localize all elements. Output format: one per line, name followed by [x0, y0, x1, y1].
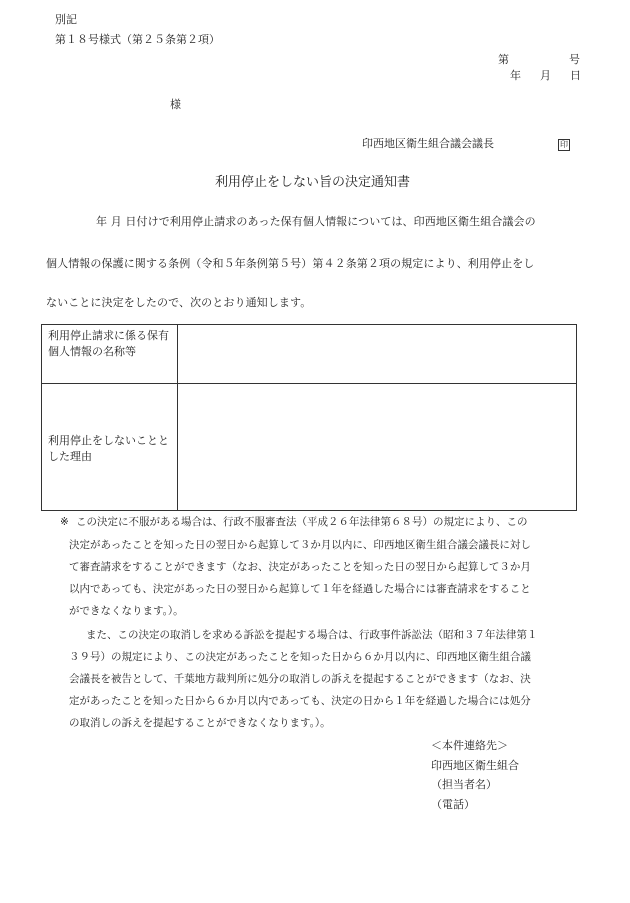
- contact-person: （担当者名）: [431, 778, 497, 791]
- table-value-reason: [178, 384, 577, 511]
- date-year: 年: [510, 69, 521, 82]
- document-title: 利用停止をしない旨の決定通知書: [215, 175, 411, 190]
- note-paragraph-2-line: 定があったことを知った日から６か月以内であっても、決定の日から１年を経過した場合には処分: [69, 695, 531, 707]
- recipient-honorific: 様: [170, 98, 181, 111]
- note-paragraph-2-line: 会議長を被告として、千葉地方裁判所に処分の取消しの訴えを提起することができます（なお、決: [69, 673, 531, 685]
- table-row: [42, 384, 577, 511]
- note-paragraph-1-line: ができなくなります。）。: [69, 605, 184, 617]
- seal-icon: 印: [560, 140, 568, 149]
- date-day: 日: [570, 69, 581, 82]
- body-line-1: 年 月 日付けで利用停止請求のあった保有個人情報については、印西地区衛生組合議会の: [96, 215, 536, 228]
- table-value-info-name: [178, 325, 577, 384]
- doc-number-suffix: 号: [569, 53, 580, 66]
- table-label-info-name: 利用停止請求に係る保有個人情報の名称等: [42, 325, 178, 384]
- date-month: 月: [540, 69, 551, 82]
- table-label-reason: 利用停止をしないこととした理由: [42, 384, 178, 511]
- form-number: 第１８号様式（第２５条第２項）: [55, 33, 220, 46]
- contact-heading: ＜本件連絡先＞: [431, 739, 508, 752]
- contact-phone: （電話）: [431, 798, 475, 811]
- body-line-3: ないことに決定をしたので、次のとおり通知します。: [46, 296, 312, 309]
- note-paragraph-1-line: 決定があったことを知った日の翌日から起算して３か月以内に、印西地区衛生組合議会議長に対し: [69, 539, 531, 551]
- note-mark: ※: [60, 516, 69, 528]
- note-paragraph-1-line: て審査請求をすることができます（なお、決定があったことを知った日の翌日から起算して３か月: [69, 561, 531, 573]
- body-line-2: 個人情報の保護に関する条例（令和５年条例第５号）第４２条第２項の規定により、利用停止をし: [46, 257, 535, 270]
- seal-mark: [558, 138, 570, 151]
- note-paragraph-1-line: この決定に不服がある場合は、行政不服審査法（平成２６年法律第６８号）の規定により、この: [76, 516, 528, 528]
- table-row: [42, 325, 577, 384]
- appendix-label: 別記: [55, 13, 77, 26]
- issuer-name: 印西地区衛生組合議会議長: [362, 137, 494, 150]
- note-paragraph-2-line: また、この決定の取消しを求める訴訟を提起する場合は、行政事件訴訟法（昭和３７年法律第１: [86, 629, 538, 641]
- note-paragraph-2-line: ３９号）の規定により、この決定があったことを知った日から６か月以内に、印西地区衛生組合議: [69, 651, 531, 663]
- decision-table: [41, 324, 577, 511]
- doc-number-prefix: 第: [498, 53, 509, 66]
- note-paragraph-1-line: 以内であっても、決定があった日の翌日から起算して１年を経過した場合には審査請求をすること: [69, 583, 531, 595]
- contact-organization: 印西地区衛生組合: [431, 759, 519, 772]
- note-paragraph-2-line: の取消しの訴えを提起することができなくなります。）。: [69, 717, 331, 729]
